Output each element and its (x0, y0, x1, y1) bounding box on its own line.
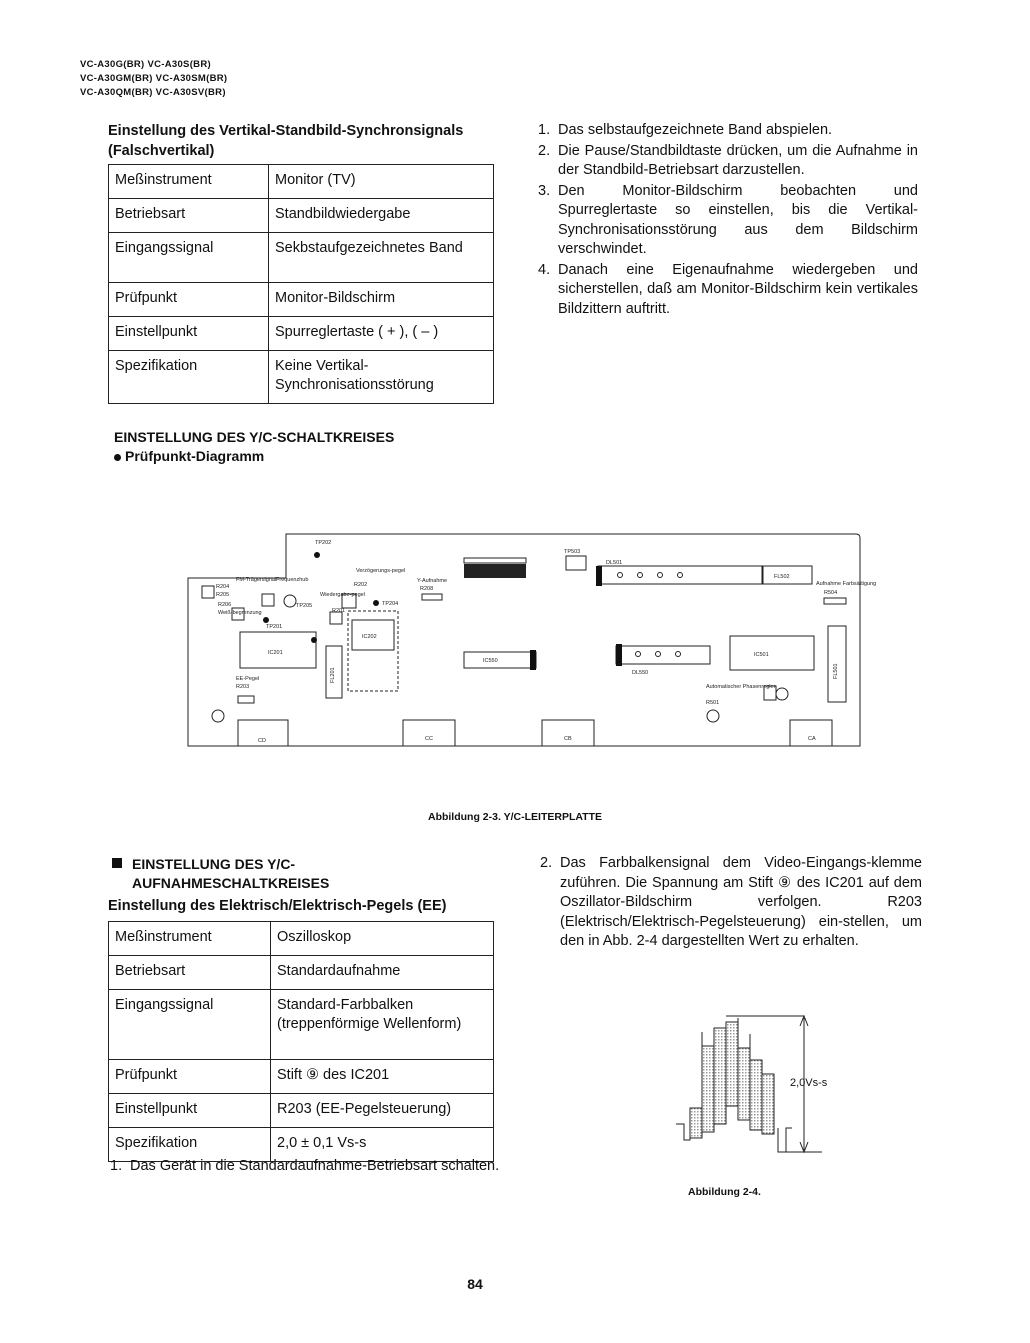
list-item: 3. Den Monitor-Bildschirm beobachten und Spurreglertaste so einstellen, bis die Vertikal-Synchronisationsstörung aus dem Bildschirm verschwindet. (538, 182, 918, 257)
r203-part (238, 696, 254, 703)
table-value: Monitor-Bildschirm (269, 283, 494, 317)
table-value: Spurreglertaste ( + ), ( – ) (269, 317, 494, 351)
connector-cc (403, 720, 455, 746)
connector-ca (790, 720, 832, 746)
list-item: 2. Das Farbbalkensignal dem Video-Eingangs-klemme zuführen. Die Spannung am Stift ⑨ des IC201 auf dem Oszillator-Bildschirm verfolgen. R203 (Elektrisch/Elektrisch-Pegelsteuerung) ein-stellen, um den in Abb. 2-4 dargestellten Wert zu erhalten. (540, 855, 922, 949)
table-label: Meßinstrument (109, 922, 271, 956)
wiedergabe-label: Wiedergabe-pegel (320, 592, 365, 598)
table-row (109, 233, 494, 283)
ic550-label: IC550 (483, 658, 498, 664)
table-label: Betriebsart (109, 199, 269, 233)
section1-title (108, 121, 463, 161)
section1-title-line2: (Falschvertikal) (108, 143, 215, 159)
fm-traeger-label: FM-Trägersignal (236, 577, 277, 583)
r504-label: R504 (824, 590, 838, 596)
r206-label: R206 (218, 602, 232, 608)
section3-step1 (110, 1157, 500, 1178)
table-row (109, 283, 494, 317)
cb-label: CB (564, 736, 572, 742)
ic202-label: IC202 (362, 634, 377, 640)
ca-label: CA (808, 736, 816, 742)
table-row (109, 317, 494, 351)
tp202-label: TP202 (315, 540, 332, 546)
section3-heading (112, 855, 329, 893)
connector-cb (542, 720, 594, 746)
table-label: Prüfpunkt (109, 283, 269, 317)
section3-title-line1: EINSTELLUNG DES Y/C- (132, 856, 296, 872)
table-label: Spezifikation (109, 351, 269, 404)
r202-label: R202 (354, 582, 368, 588)
upper-block (464, 564, 526, 578)
r208-part (422, 594, 442, 600)
list-item: 1. Das selbstaufgezeichnete Band abspielen. (538, 122, 833, 138)
table-label: Einstellpunkt (109, 1094, 271, 1128)
ic501-chip (730, 636, 814, 670)
tp201-label: TP201 (266, 624, 283, 630)
fl502-label: FL502 (774, 574, 790, 580)
table-label: Einstellpunkt (109, 317, 269, 351)
r501-label: R501 (706, 700, 720, 706)
fl201-label: FL201 (330, 667, 336, 683)
tp503-part (566, 556, 586, 570)
cd-label: CD (258, 738, 266, 744)
phasenregler-label: Automatischer Phasenregler (706, 684, 776, 690)
table-value: Monitor (TV) (269, 165, 494, 199)
verzoegerung-label: Verzögerungs-pegel (356, 568, 406, 574)
section3-subtitle: Einstellung des Elektrisch/Elektrisch-Pegels (EE) (108, 898, 447, 914)
table-value: Standard-Farbbalken (treppenförmige Wellenform) (271, 990, 494, 1060)
section1-title-line1: Einstellung des Vertikal-Standbild-Synchronsignals (108, 123, 464, 139)
table-row (109, 1094, 494, 1128)
frequenzhub-label: Frequenzhub (276, 577, 309, 583)
table-value: 2,0 ± 0,1 Vs-s (271, 1128, 494, 1162)
table-label: Betriebsart (109, 956, 271, 990)
tp503-label: TP503 (564, 549, 581, 555)
list-item: 4. Danach eine Eigenaufnahme wiedergeben und sicherstellen, daß am Monitor-Bildschirm kein vertikales Bildzittern auftritt. (538, 261, 918, 317)
aufnahme-farb-label: Aufnahme Farbsättigung (816, 581, 877, 587)
table-value: Standardaufnahme (271, 956, 494, 990)
table-row (109, 351, 494, 404)
tp204-dot (373, 600, 379, 606)
figure-2-3-caption: Abbildung 2-3. Y/C-LEITERPLATTE (427, 811, 603, 823)
y-aufnahme-label: Y-Aufnahme (417, 578, 448, 584)
tp201-dot (263, 617, 269, 623)
ic201-label: IC201 (268, 650, 283, 656)
section2-subtitle: Prüfpunkt-Diagramm (114, 447, 394, 466)
table-row (109, 1060, 494, 1094)
ee-pegel-label: EE-Pegel (236, 676, 260, 682)
list-item: 2. Die Pause/Standbildtaste drücken, um die Aufnahme in der Standbild-Betriebsart darzustellen. (538, 142, 918, 178)
ic550-chip (464, 652, 536, 668)
r205-label: R205 (216, 592, 230, 598)
dl550-part (616, 646, 710, 664)
section3-step2 (540, 854, 922, 953)
table-row (109, 922, 494, 956)
page-number: 84 (467, 1276, 483, 1292)
table-label: Eingangssignal (109, 990, 271, 1060)
cc-label: CC (425, 736, 433, 742)
spec-table-2 (108, 921, 494, 1162)
r201-label: R201 (332, 608, 346, 614)
table-row (109, 956, 494, 990)
table-value: Stift ⑨ des IC201 (271, 1060, 494, 1094)
pcb-diagram (180, 528, 877, 753)
table-value: R203 (EE-Pegelsteuerung) (271, 1094, 494, 1128)
section1-steps (538, 121, 918, 320)
table-label: Eingangssignal (109, 233, 269, 283)
tp202-dot (314, 552, 320, 558)
section2-title: EINSTELLUNG DES Y/C-SCHALTKREISES (114, 429, 395, 445)
table-label: Meßinstrument (109, 165, 269, 199)
fl501-label: FL501 (833, 663, 839, 679)
table-value: Sekbstaufgezeichnetes Band (269, 233, 494, 283)
table-label: Prüfpunkt (109, 1060, 271, 1094)
ic501-label: IC501 (754, 652, 769, 658)
model-line: VC-A30GM(BR) VC-A30SM(BR) (80, 73, 228, 84)
waveform-diagram (676, 1012, 832, 1162)
table-label: Spezifikation (109, 1128, 271, 1162)
waveform-voltage-label: 2,0Vs-s (790, 1077, 828, 1089)
dl550-label: DL550 (632, 670, 649, 676)
table-row (109, 165, 494, 199)
table-value: Oszilloskop (271, 922, 494, 956)
section3-title-line2: AUFNAHMESCHALTKREISES (132, 875, 330, 891)
weiss-label: Weiß-begrenzung (218, 610, 262, 616)
section2-heading (114, 428, 394, 466)
r504-part (824, 598, 846, 604)
figure-2-4-caption: Abbildung 2-4. (688, 1186, 761, 1198)
model-line: VC-A30QM(BR) VC-A30SV(BR) (80, 87, 226, 98)
spec-table-1 (108, 164, 494, 404)
list-item: 1. Das Gerät in die Standardaufnahme-Betriebsart schalten. (110, 1158, 500, 1174)
tp205-label: TP205 (296, 603, 313, 609)
r208-label: R208 (420, 586, 434, 592)
table-row (109, 990, 494, 1060)
dl501-label: DL501 (606, 560, 623, 566)
r203-label: R203 (236, 684, 250, 690)
r204-label: R204 (216, 584, 230, 590)
tp205-dot (311, 637, 317, 643)
square-bullet-icon (112, 858, 122, 868)
model-numbers (80, 58, 227, 100)
tp204-label: TP204 (382, 601, 399, 607)
model-line: VC-A30G(BR) VC-A30S(BR) (80, 59, 211, 70)
table-value: Standbildwiedergabe (269, 199, 494, 233)
bullet-icon (114, 454, 121, 461)
table-row (109, 199, 494, 233)
table-value: Keine Vertikal-Synchronisationsstörung (269, 351, 494, 404)
